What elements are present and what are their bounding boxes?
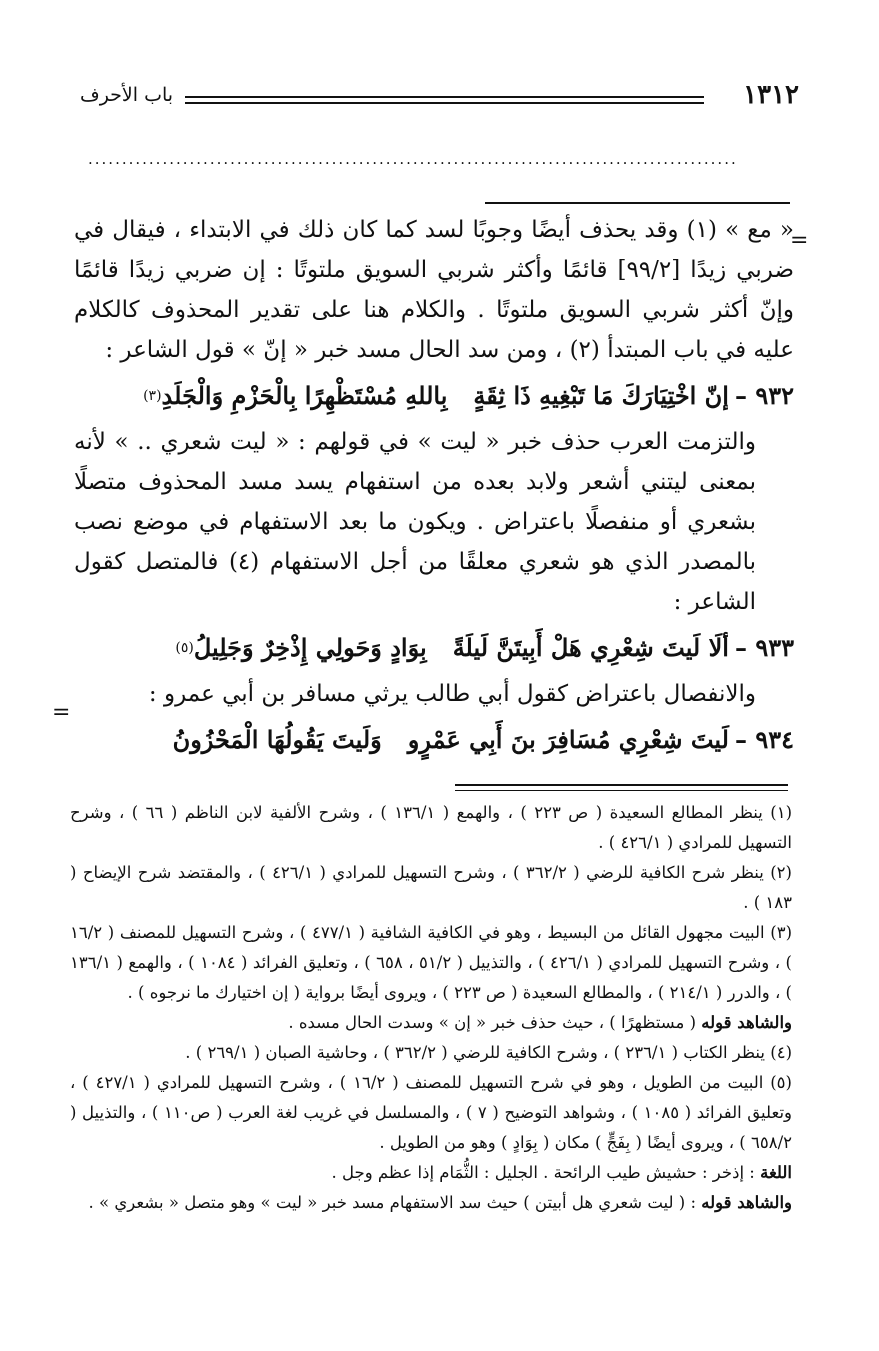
witness-label: والشاهد قوله [701, 1193, 792, 1212]
paragraph-2: والتزمت العرب حذف خبر « ليت » في قولهم : « ليت شعري .. » لأنه بمعنى ليتني أشعر ولابد بعده من استفهام يسد مسد المحذوف متصلًا بشعري أو منفصلًا باعتراض . ويكون ما بعد الاستفهام في موضع نصب بالمصدر الذي هو شعري معلقًا من أجل الاستفهام (٤) فالمتصل كقول الشاعر : [74, 429, 756, 615]
top-rule [485, 202, 790, 204]
footnote-4: (٤) ينظر الكتاب ( ٢٣٦/١ ) ، وشرح الكافية للرضي ( ٣٦٢/٢ ) ، وحاشية الصبان ( ٢٦٩/١ ) . [185, 1043, 792, 1062]
footnote-3-witness [70, 1008, 792, 1038]
footnote-5: (٥) البيت من الطويل ، وهو في شرح التسهيل للمصنف ( ١٦/٢ ) ، وشرح التسهيل للمرادي ( ٤٢٧/١ ) ، وتعليق الفرائد ( ١٠٨٥ ) ، وشواهد التوضيح ( ٧ ) ، والمسلسل في غريب لغة العرب ( ص١١٠ ) ، والتذييل ( ٦٥٨/٢ ) ، ويروى أيضًا ( بِفَجٍّ ) مكان ( بِوَادٍ ) وهو من الطويل . [70, 1073, 793, 1152]
continuation-mark-start: = [790, 228, 809, 253]
footnote-2: (٢) ينظر شرح الكافية للرضي ( ٣٦٢/٢ ) ، وشرح التسهيل للمرادي ( ٤٢٦/١ ) ، والمقتضد شرح الإيضاح ( ١٨٣ ) . [70, 863, 792, 912]
language-label: اللغة [760, 1163, 792, 1182]
footnote-5-witness [70, 1188, 792, 1218]
verse-hemistich-1: ألَا لَيتَ شِعْرِي هَلْ أَبِيتَنَّ لَيلَةً [452, 633, 729, 662]
verse-hemistich-2: بِاللهِ مُسْتَظْهِرًا بِالْحَزْمِ وَالْجَلَدِ [161, 381, 448, 410]
page-header [80, 80, 799, 114]
verse-hemistich-1: لَيتَ شِعْرِي مُسَافِرَ بنَ أَبِي عَمْرٍو [407, 725, 729, 754]
witness-label: والشاهد قوله [701, 1013, 792, 1032]
verse-number: ٩٣٣ – [734, 633, 794, 662]
main-text [74, 210, 794, 766]
footnote-3: (٣) البيت مجهول القائل من البسيط ، وهو في الكافية الشافية ( ٤٧٧/١ ) ، وشرح التسهيل للمصنف ( ١٦/٢ ) ، وشرح التسهيل للمرادي ( ٤٢٦/١ ) ، والتذييل ( ٥١/٢ ، ٦٥٨ ) ، وتعليق الفرائد ( ١٠٨٤ ) ، والهمع ( ١٣٦/١ ) ، والدرر ( ٢١٤/١ ) ، والمطالع السعيدة ( ص ٢٢٣ ) ، ويروى أيضًا برواية ( إن اختيارك ما نرجوه ) . [70, 923, 792, 1002]
footnote-1: (١) ينظر المطالع السعيدة ( ص ٢٢٣ ) ، والهمع ( ١٣٦/١ ) ، وشرح الألفية لابن الناظم ( ٦٦ ) ، وشرح التسهيل للمرادي ( ٤٢٦/١ ) . [70, 803, 792, 852]
footnote-rule [455, 784, 788, 791]
verse-932 [74, 374, 794, 418]
witness-text: ( مستظهرًا ) ، حيث حذف خبر « إن » وسدت الحال مسده . [288, 1013, 702, 1032]
language-text: : إذخر : حشيش طيب الرائحة . الجليل : الثُّمَام إذا عظم وجل . [331, 1163, 761, 1182]
footnotes [70, 798, 792, 1218]
witness-text: : ( ليت شعري هل أبيتن ) حيث سد الاستفهام مسد خبر « ليت » وهو متصل « بشعري » . [88, 1193, 702, 1212]
paragraph-3: والانفصال باعتراض كقول أبي طالب يرثي مسافر بن أبي عمرو : [148, 681, 756, 707]
page-number: ١٣١٢ [743, 80, 799, 110]
verse-933 [74, 626, 794, 670]
footnote-ref: (٣) [143, 388, 162, 404]
footnote-ref: (٥) [175, 640, 194, 656]
running-title: باب الأحرف [80, 84, 174, 106]
dotted-separator: ................................................................................................ [88, 150, 738, 164]
footnote-5-language [70, 1158, 792, 1188]
verse-hemistich-1: إنّ اخْتِيَارَكَ مَا تَبْغِيهِ ذَا ثِقَةٍ [473, 381, 729, 410]
verse-number: ٩٣٤ – [734, 725, 794, 754]
verse-hemistich-2: وَلَيتَ يَقُولُهَا الْمَحْزُونُ [172, 725, 382, 754]
paragraph-1: « مع » (١) وقد يحذف أيضًا وجوبًا لسد كما كان ذلك في الابتداء ، فيقال في ضربي زيدًا [٩٩/٢] قائمًا وأكثر شربي السويق ملتوتًا : إن ضربي زيدًا قائمًا وإنّ أكثر شربي السويق ملتوتًا . والكلام هنا على تقدير المحذوف كالكلام عليه في باب المبتدأ (٢) ، ومن سد الحال مسد خبر « إنّ » قول الشاعر : [74, 217, 795, 363]
verse-number: ٩٣٢ – [734, 381, 794, 410]
verse-934 [74, 718, 794, 762]
verse-hemistich-2: بِوَادٍ وَحَولِي إِذْخِرٌ وَجَلِيلُ [193, 633, 427, 662]
header-double-rule [185, 96, 704, 104]
continuation-mark-end: = [52, 700, 71, 725]
